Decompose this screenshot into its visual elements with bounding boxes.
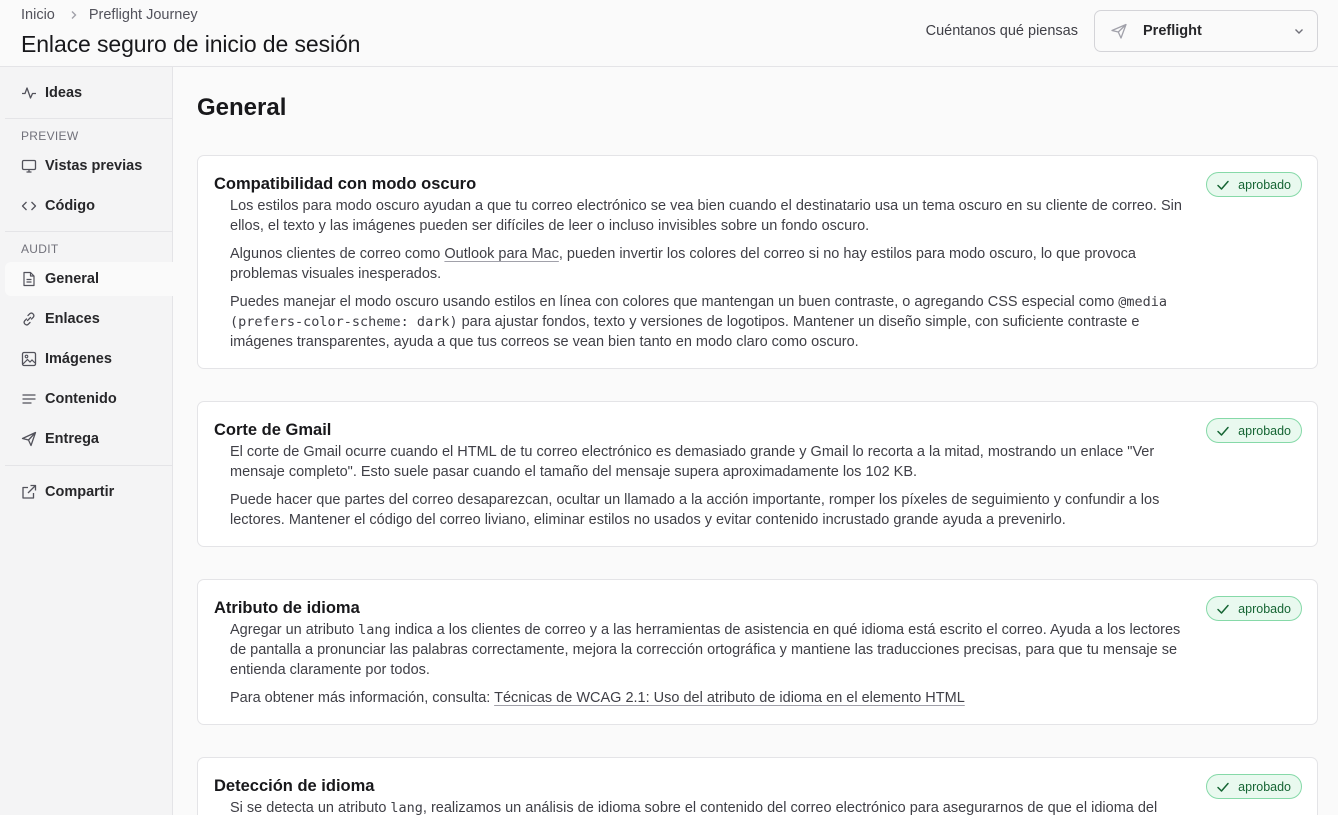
page-title: Enlace seguro de inicio de sesión <box>21 31 361 57</box>
card-paragraph: Puede hacer que partes del correo desaparezcan, ocultar un llamado a la acción importante, romper los píxeles de seguimiento y confundir a los lectores. Mantener el código del correo liviano, eliminar estilos no usados y evitar contenido incrustado grande ayuda a prevenirlo. <box>230 492 1160 528</box>
card-paragraph: Los estilos para modo oscuro ayudan a que tu correo electrónico se vea bien cuando el destinatario usa un tema oscuro en su cliente de correo. Sin ellos, el texto y las imágenes pueden ser difíciles de leer o incluso invisibles sobre un fondo oscuro. <box>230 198 1182 234</box>
sidebar-divider <box>5 465 173 466</box>
sidebar-item-label: Ideas <box>45 85 83 101</box>
send-icon <box>21 431 37 447</box>
status-badge <box>1206 774 1302 799</box>
section-heading: General <box>197 94 287 121</box>
sidebar-item-links[interactable] <box>5 302 173 336</box>
sidebar-item-code[interactable] <box>5 189 173 223</box>
check-icon <box>1216 780 1230 794</box>
card-body <box>230 620 1190 716</box>
audit-card-gmail-clipping <box>197 401 1318 547</box>
audit-card-language-detection <box>197 757 1318 815</box>
text-span: Para obtener más información, consulta: <box>230 690 495 706</box>
sidebar-item-general[interactable] <box>5 262 173 296</box>
status-badge-label: aprobado <box>1238 601 1291 616</box>
card-body <box>230 798 1190 815</box>
check-icon <box>1216 178 1230 192</box>
outlook-mac-link[interactable]: Outlook para Mac <box>444 246 559 262</box>
card-paragraph <box>230 244 1190 284</box>
audit-card-lang-attribute <box>197 579 1318 725</box>
sidebar-item-previews[interactable] <box>5 149 173 183</box>
sidebar-item-images[interactable] <box>5 342 173 376</box>
chevron-right-icon <box>69 10 79 20</box>
sidebar-item-label: Código <box>45 198 95 214</box>
card-title: Detección de idioma <box>214 777 375 795</box>
paper-plane-icon <box>1109 21 1129 41</box>
sidebar-item-content[interactable] <box>5 382 173 416</box>
card-title: Corte de Gmail <box>214 421 332 439</box>
sidebar-item-label: Entrega <box>45 431 99 447</box>
feedback-link[interactable]: Cuéntanos qué piensas <box>925 23 1078 39</box>
project-select[interactable] <box>1094 10 1318 52</box>
sidebar-item-label: Compartir <box>45 484 115 500</box>
section-label-preview: PREVIEW <box>21 129 79 143</box>
card-body <box>230 196 1190 360</box>
breadcrumb-home-link[interactable]: Inicio <box>21 7 55 23</box>
main-content <box>174 67 1338 815</box>
external-link-icon <box>21 484 37 500</box>
text-span: Algunos clientes de correo como <box>230 246 445 262</box>
sidebar-divider <box>5 231 173 232</box>
text-span: , pueden invertir los colores del correo si no hay estilos para modo oscuro, lo que provoca problemas visuales inesperados. <box>230 246 1136 282</box>
text-span: , realizamos un análisis de idioma sobre el contenido del correo electrónico para asegurarnos de que el idioma del <box>422 800 1158 815</box>
card-paragraph <box>230 798 1190 815</box>
sidebar <box>0 67 173 815</box>
section-label-audit: AUDIT <box>21 242 59 256</box>
inline-code: @media (prefers-color-scheme: dark) <box>230 294 1168 330</box>
card-body <box>230 442 1190 538</box>
status-badge <box>1206 596 1302 621</box>
card-title: Compatibilidad con modo oscuro <box>214 175 477 193</box>
chevron-down-icon <box>1293 25 1305 37</box>
sidebar-item-ideas[interactable] <box>5 76 173 110</box>
audit-card-dark-mode <box>197 155 1318 369</box>
check-icon <box>1216 424 1230 438</box>
text-span: Si se detecta un atributo <box>230 800 391 815</box>
status-badge-label: aprobado <box>1238 177 1291 192</box>
activity-icon <box>21 85 37 101</box>
project-select-value: Preflight <box>1143 23 1202 39</box>
text-span: Puedes manejar el modo oscuro usando estilos en línea con colores que mantengan un buen contraste, o agregando CSS especial como <box>230 294 1119 310</box>
code-icon <box>21 198 37 214</box>
sidebar-item-label: General <box>45 271 99 287</box>
breadcrumb-current[interactable]: Preflight Journey <box>88 7 198 23</box>
inline-code: lang <box>390 800 423 815</box>
align-left-icon <box>21 391 37 407</box>
sidebar-item-label: Imágenes <box>45 351 112 367</box>
card-title: Atributo de idioma <box>214 599 360 617</box>
card-paragraph: El corte de Gmail ocurre cuando el HTML de tu correo electrónico es demasiado grande y Gmail lo recorta a la mitad, mostrando un enlace "Ver mensaje completo". Esto suele pasar cuando el tamaño del mensaje supera aproximadamente los 102 KB. <box>230 444 1155 480</box>
sidebar-item-label: Enlaces <box>45 311 100 327</box>
sidebar-item-delivery[interactable] <box>5 422 173 456</box>
inline-code: lang <box>358 622 391 638</box>
top-header <box>0 0 1338 67</box>
file-text-icon <box>21 271 37 287</box>
status-badge <box>1206 172 1302 197</box>
status-badge-label: aprobado <box>1238 423 1291 438</box>
image-icon <box>21 351 37 367</box>
text-span: para ajustar fondos, texto y versiones de logotipos. Mantener un diseño simple, con suficiente contraste e imágenes transparentes, ayuda a que tus correos se vean bien tanto en modo claro como oscuro. <box>230 314 1140 350</box>
wcag-link[interactable]: Técnicas de WCAG 2.1: Uso del atributo de idioma en el elemento HTML <box>494 690 965 706</box>
card-paragraph <box>230 688 1190 708</box>
sidebar-item-label: Vistas previas <box>45 158 143 174</box>
link-icon <box>21 311 37 327</box>
sidebar-item-share[interactable] <box>5 475 173 509</box>
sidebar-item-label: Contenido <box>45 391 117 407</box>
breadcrumb <box>21 7 198 23</box>
sidebar-divider <box>5 118 173 119</box>
text-span: indica a los clientes de correo y a las herramientas de asistencia en qué idioma está escrito el correo. Ayuda a los lectores de pantalla a pronunciar las palabras correctamente, mejora la corrección ortográfica y mantiene las traducciones precisas, para que tu mensaje se entienda claramente por todos. <box>230 622 1181 678</box>
text-span: Agregar un atributo <box>230 622 359 638</box>
card-paragraph <box>230 292 1190 352</box>
card-paragraph <box>230 620 1190 680</box>
status-badge <box>1206 418 1302 443</box>
check-icon <box>1216 602 1230 616</box>
monitor-icon <box>21 158 37 174</box>
status-badge-label: aprobado <box>1238 779 1291 794</box>
